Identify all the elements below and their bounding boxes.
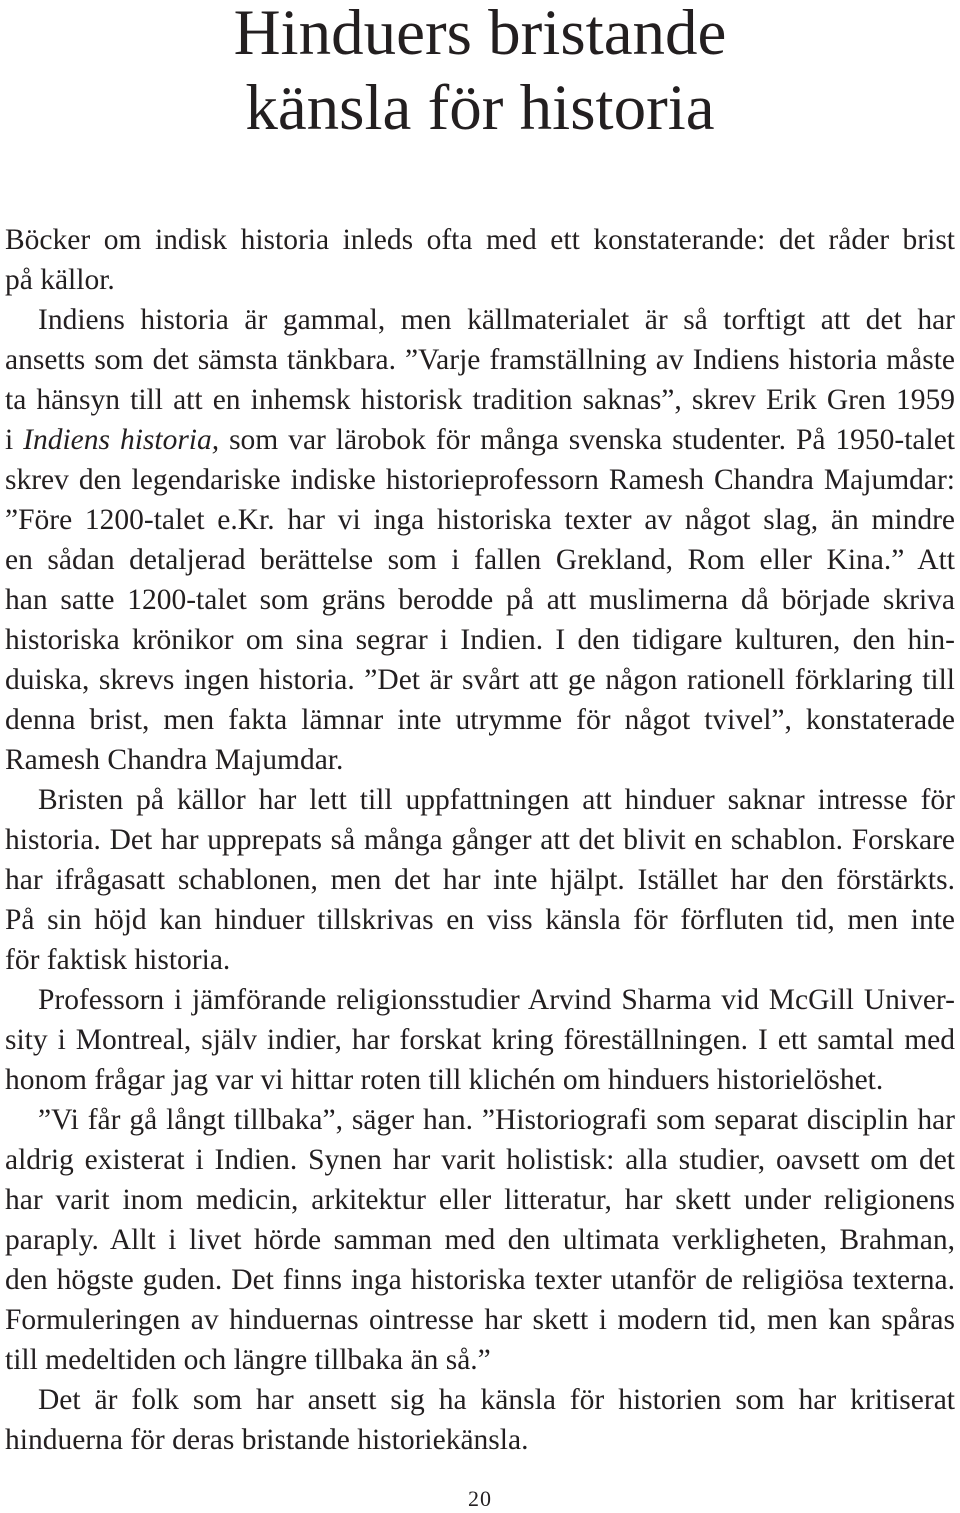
text-line: denna brist, men fakta lämnar inte utrymme för något tvivel”, konstaterade bbox=[5, 704, 955, 736]
text-line: till medeltiden och längre tillbaka än så.” bbox=[5, 1344, 491, 1376]
title-line-2: känsla för historia bbox=[245, 72, 715, 144]
paragraph bbox=[5, 1100, 955, 1380]
text-line: den högste guden. Det finns inga historiska texter utanför de religiösa texterna. bbox=[5, 1264, 955, 1296]
page-number: 20 bbox=[468, 1486, 492, 1511]
text-line: Formuleringen av hinduernas ointresse har skett i modern tid, men kan spåras bbox=[5, 1304, 955, 1336]
paragraph bbox=[5, 1380, 955, 1460]
text-line: ”Vi får gå långt tillbaka”, säger han. ”Historiografi som separat disciplin har bbox=[38, 1104, 955, 1136]
text-line: duiska, skrevs ingen historia. ”Det är svårt att ge någon rationell förklaring till bbox=[5, 664, 955, 696]
text-line: Böcker om indisk historia inleds ofta med ett konstaterande: det råder brist bbox=[5, 224, 955, 256]
text-line: ansetts som det sämsta tänkbara. ”Varje framställning av Indiens historia måste bbox=[5, 344, 955, 376]
text-line: för faktisk historia. bbox=[5, 944, 231, 976]
text-line: aldrig existerat i Indien. Synen har varit holistisk: alla studier, oavsett om det bbox=[5, 1144, 955, 1176]
text-line: ”Före 1200-talet e.Kr. har vi inga historiska texter av något slag, än mindre bbox=[5, 504, 955, 536]
text-line: Bristen på källor har lett till uppfattningen att hinduer saknar intresse för bbox=[38, 784, 955, 816]
text-line: på källor. bbox=[5, 264, 115, 296]
paragraph bbox=[5, 780, 955, 980]
text-line: han satte 1200-talet som gräns berodde på att muslimerna då började skriva bbox=[5, 584, 955, 616]
text-line: På sin höjd kan hinduer tillskrivas en viss känsla för förfluten tid, men inte bbox=[5, 904, 955, 936]
text-line: har varit inom medicin, arkitektur eller litteratur, har skett under religionens bbox=[5, 1184, 955, 1216]
text-line: Det är folk som har ansett sig ha känsla för historien som har kritiserat bbox=[38, 1384, 955, 1416]
title-line-1: Hinduers bristande bbox=[233, 0, 727, 69]
text-line: hinduerna för deras bristande historiekänsla. bbox=[5, 1424, 529, 1456]
text-line: ta hänsyn till att en inhemsk historisk tradition saknas”, skrev Erik Gren 1959 bbox=[5, 384, 955, 416]
paragraph bbox=[5, 980, 955, 1100]
text-line: sity i Montreal, själv indier, har forskat kring föreställningen. I ett samtal med bbox=[5, 1024, 955, 1056]
text-segment: som var lärobok för många svenska studenter. På 1950-talet bbox=[219, 424, 955, 456]
text-line: Ramesh Chandra Majumdar. bbox=[5, 744, 344, 776]
body-text bbox=[5, 220, 955, 1460]
paragraph bbox=[5, 300, 955, 780]
paragraph bbox=[5, 220, 955, 300]
text-line bbox=[5, 420, 955, 460]
page-title bbox=[0, 0, 960, 146]
text-line: Indiens historia är gammal, men källmaterialet är så torftigt att det har bbox=[38, 304, 955, 336]
text-line: honom frågar jag var vi hittar roten till klichén om hinduers historielöshet. bbox=[5, 1064, 884, 1096]
text-line: historiska krönikor om sina segrar i Indien. I den tidigare kulturen, den hin- bbox=[5, 624, 955, 656]
text-line: Professorn i jämförande religionsstudier Arvind Sharma vid McGill Univer- bbox=[38, 984, 955, 1016]
text-line: paraply. Allt i livet hörde samman med den ultimata verkligheten, Brahman, bbox=[5, 1224, 955, 1256]
text-line: skrev den legendariske indiske historieprofessorn Ramesh Chandra Majumdar: bbox=[5, 464, 955, 496]
italic-book-title: Indiens historia, bbox=[23, 424, 220, 456]
text-line: historia. Det har upprepats så många gånger att det blivit en schablon. Forskare bbox=[5, 824, 955, 856]
text-line: har ifrågasatt schablonen, men det har inte hjälpt. Istället har den förstärkts. bbox=[5, 864, 955, 896]
text-segment: i bbox=[5, 424, 24, 456]
text-line: en sådan detaljerad berättelse som i fallen Grekland, Rom eller Kina.” Att bbox=[5, 544, 955, 576]
